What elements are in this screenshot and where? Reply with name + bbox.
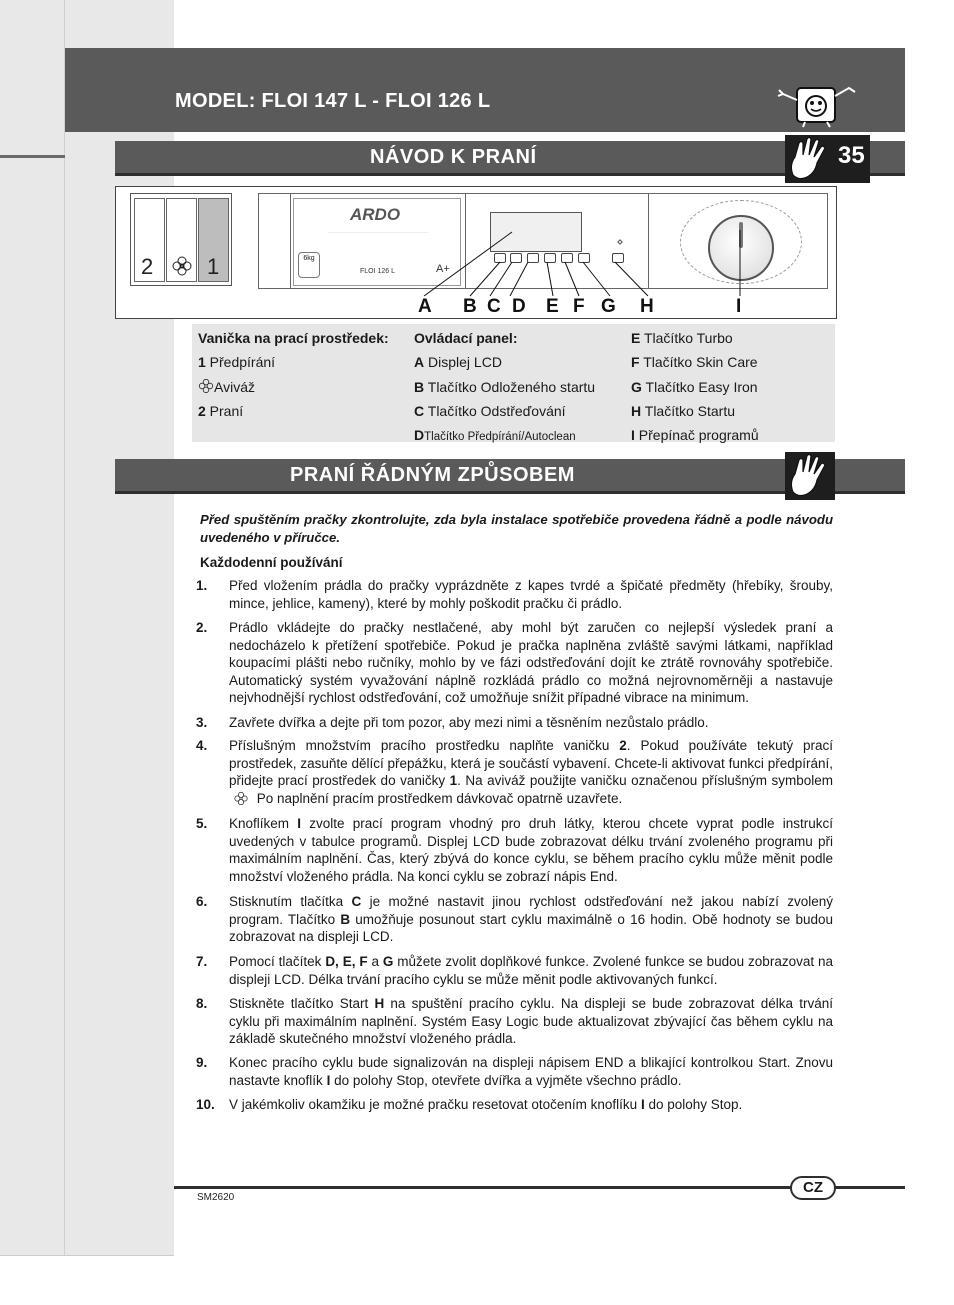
list-item: 6. Stisknutím tlačítka C je možné nastavit jinou rychlost odstřeďování než jakou nabízí zvolený program. Tlačítko B umožňuje posunout start cyklu maximálně o 16 hodin. Obě hodnoty se budou zobrazovat na displeji LCD. (196, 894, 833, 944)
drawer-label-2: 2 (141, 254, 154, 279)
page-number: 35 (838, 142, 865, 169)
side-rule (0, 155, 65, 158)
list-item: 7. Pomocí tlačítek D, E, F a G můžete zvolit doplňkové funkce. Zvolené funkce se budou zobrazovat na displeji LCD. Délka trvání pracího cyklu se může měnit podle aktivovaných funkcí. (196, 954, 833, 987)
legend-item: G Tlačítko Easy Iron (631, 378, 758, 395)
callout-label-h: H (640, 296, 654, 317)
legend-item: Aviváž (198, 375, 389, 399)
list-item: 9. Konec pracího cyklu bude signalizován na displeji nápisem END a blikající kontrolkou Start. Znovu nastavte knoflík I do polohy Stop, otevřete dvířka a vyjměte všechno prádlo. (196, 1055, 833, 1088)
daily-use-heading: Každodenní používání (200, 555, 343, 570)
callout-label-i: I (736, 296, 742, 317)
legend-item: 1 Předpírání (198, 354, 276, 371)
flower-softener-icon (198, 379, 214, 393)
legend-item: C Tlačítko Odstřeďování (414, 402, 566, 419)
legend-item: 2 Praní (198, 402, 244, 419)
washing-machine-mascot-icon (775, 80, 860, 128)
document-code: SM2620 (197, 1192, 235, 1203)
list-item: 5. Knoflíkem I zvolte prací program vhodný pro druh látky, kterou chcete vyprat podle instrukcí uvedených v tabulce programů. Displej LCD bude zobrazovat délku trvání zvoleného programu při maximálním naplnění. Čas, který zbývá do konce cyklu, se během pracího cyklu může měnit podle množství vloženého prádla. Na konci cyklu se zobrazí nápis End. (196, 816, 834, 884)
callout-label-b: B (463, 296, 477, 317)
section-title-washing-guide: NÁVOD K PRANÍ (370, 146, 537, 168)
callout-label-d: D (512, 296, 526, 317)
capacity-badge: 6kg (298, 252, 320, 278)
legend-item: B Tlačítko Odloženého startu (414, 378, 596, 395)
list-item: 4. Příslušným množstvím pracího prostředku naplňte vaničku 2. Pokud používáte tekutý prací prostředek, zasuňte dělící přepážku, která je součástí vybavení. Chcete-li aktivovat funkci předpírání, přidejte prací prostředek do vaničky 1. Na aviváž použijte vaničku označenou příslušným symbolem Po naplnění pracím prostředkem dávkovač opatrně uzavřete. (196, 738, 834, 806)
list-item: 2. Prádlo vkládejte do pračky nestlačené, aby mohl být zaručen co nejlepší výsledek praní a nedocházelo k přetížení spotřebiče. Pokud je pračka naplněna zvláště savými látkami, například koupacími plášti nebo ručníky, mohlo by ve fázi odstřeďování dojít ke ztrátě rovnováhy spotřebiče. Automatický systém vyvažování náplně rozkládá prádlo co možná nejrovnoměrněji a nastavuje nejvhodnější rychlost odstřeďování, což umožňuje snížit případné vibrace na minimum. (196, 620, 833, 705)
legend-item: F Tlačítko Skin Care (631, 354, 758, 371)
list-item: 10. V jakémkoliv okamžiku je možné pračku resetovat otočením knoflíku I do polohy Stop. (196, 1097, 743, 1112)
model-title: MODEL: FLOI 147 L - FLOI 126 L (175, 90, 491, 112)
callout-label-g: G (601, 296, 616, 317)
legend-item: H Tlačítko Startu (631, 402, 736, 419)
legend-item: DTlačítko Předpírání/Autoclean (414, 427, 576, 444)
brand-logo: ARDO (350, 205, 401, 224)
callout-label-a: A (418, 296, 432, 317)
callout-label-e: E (546, 296, 559, 317)
language-badge: CZ (790, 1176, 836, 1200)
section-title-proper-washing: PRANÍ ŘÁDNÝM ZPŮSOBEM (290, 464, 575, 486)
model-plate: FLOI 126 L (360, 268, 396, 275)
list-item: 1. Před vložením prádla do pračky vyprázdněte z kapes tvrdé a špičaté předměty (hřebíky, šrouby, mince, jehlice, kameny), které by mohly poškodit pračku či prádlo. (196, 578, 833, 611)
hand-icon (785, 452, 835, 500)
legend-heading: Vanička na prací prostředek: (198, 330, 389, 346)
margin-inner-line (64, 0, 65, 1255)
flower-softener-icon (229, 792, 253, 805)
hand-badge (785, 452, 835, 500)
legend-item: E Tlačítko Turbo (631, 330, 733, 346)
callout-label-f: F (573, 296, 585, 317)
legend-column-drawer (198, 326, 389, 423)
detergent-drawer (130, 193, 232, 286)
legend-item: I Přepínač programů (631, 427, 759, 444)
legend-item: A Displej LCD (414, 354, 502, 371)
legend-column-panel (414, 326, 595, 449)
callout-label-c: C (487, 296, 501, 317)
legend-column-buttons (631, 326, 759, 447)
intro-paragraph: Před spuštěním pračky zkontrolujte, zda byla instalace spotřebiče provedena řádně a podle návodu uvedeného v příručce. (200, 512, 833, 545)
flower-softener-icon (172, 256, 192, 276)
list-item: 3. Zavřete dvířka a dejte při tom pozor, aby mezi nimi a těsněním nezůstalo prádlo. (196, 715, 709, 730)
list-item: 8. Stiskněte tlačítko Start H na spuštění pracího cyklu. Na displeji se bude zobrazovat délka trvání cyklu při maximálním naplnění. Systém Easy Logic bude aktualizovat zbývající čas během cyklu na základě skutečného množství vloženého prádla. (196, 996, 833, 1046)
callout-lines (400, 220, 760, 300)
drawer-label-1: 1 (207, 254, 220, 279)
energy-label: A+ (436, 263, 450, 275)
hand-icon (785, 135, 835, 183)
panel-divider (290, 193, 291, 289)
legend-heading: Ovládací panel: (414, 330, 518, 346)
bottom-rule (0, 1255, 174, 1256)
